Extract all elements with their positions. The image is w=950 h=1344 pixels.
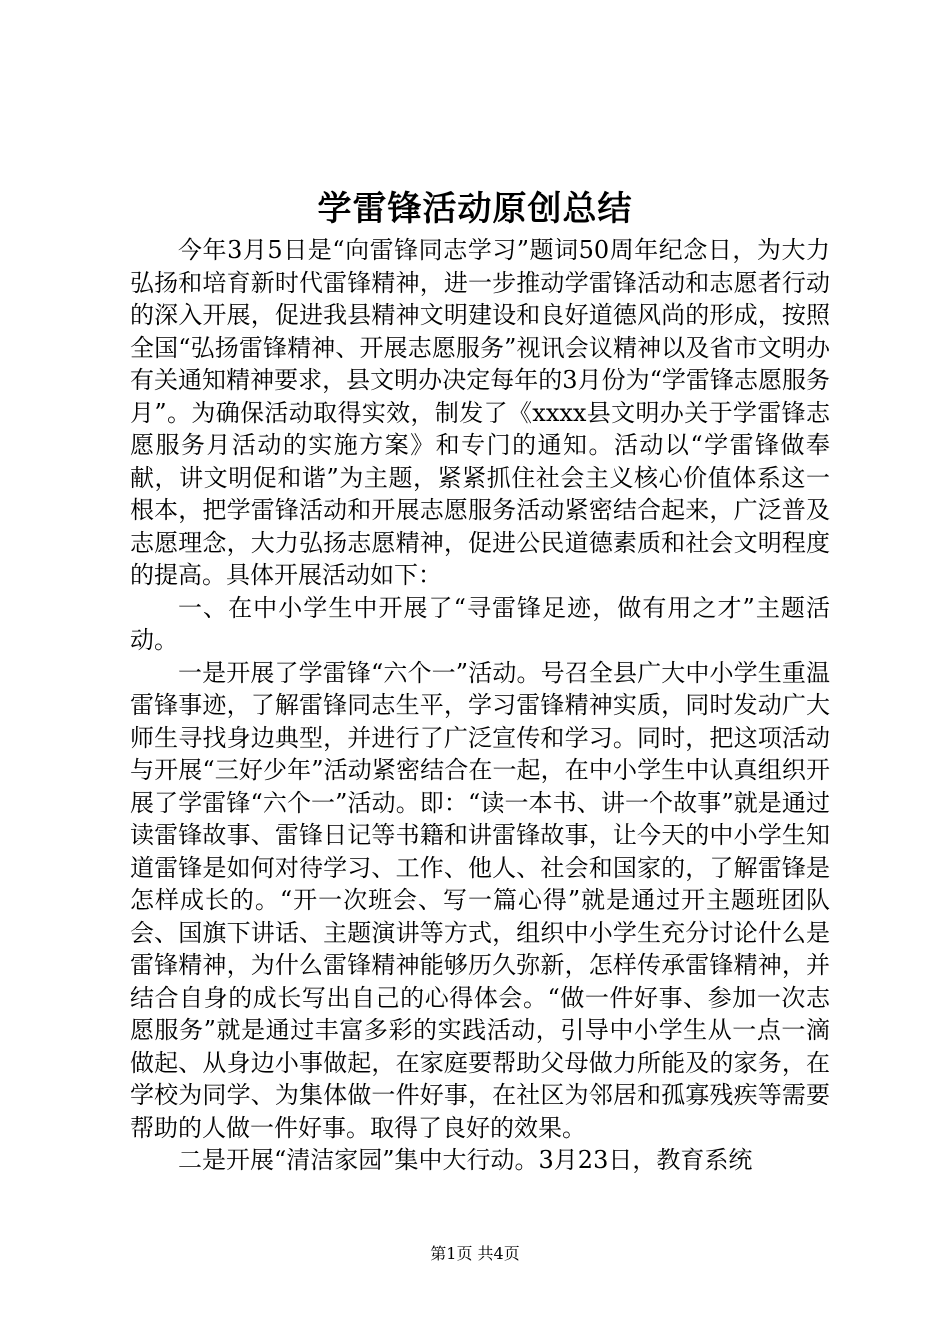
- document-body: [130, 234, 830, 1177]
- page-number-footer: 第1页 共4页: [430, 1244, 520, 1263]
- paragraph: 今年3月5日是“向雷锋同志学习”题词50周年纪念日，为大力弘扬和培育新时代雷锋精神，进一步推动学雷锋活动和志愿者行动的深入开展，促进我县精神文明建设和良好道德风尚的形成，按照全国“弘扬雷锋精神、开展志愿服务”视讯会议精神以及省市文明办有关通知精神要求，县文明办决定每年的3月份为“学雷锋志愿服务月”。为确保活动取得实效，制发了《xxxx县文明办关于学雷锋志愿服务月活动的实施方案》和专门的通知。活动以“学雷锋做奉献，讲文明促和谐”为主题，紧紧抓住社会主义核心价值体系这一根本，把学雷锋活动和开展志愿服务活动紧密结合起来，广泛普及志愿理念，大力弘扬志愿精神，促进公民道德素质和社会文明程度的提高。具体开展活动如下：: [130, 236, 830, 589]
- document-title: 学雷锋活动原创总结: [317, 189, 633, 229]
- paragraph: 一、在中小学生中开展了“寻雷锋足迹，做有用之才”主题活动。: [130, 593, 830, 654]
- paragraph: 二是开展“清洁家园”集中大行动。3月23日，教育系统: [178, 1146, 753, 1174]
- paragraph: 一是开展了学雷锋“六个一”活动。号召全县广大中小学生重温雷锋事迹，了解雷锋同志生平，学习雷锋精神实质，同时发动广大师生寻找身边典型，并进行了广泛宣传和学习。同时，把这项活动与开展“三好少年”活动紧密结合在一起，在中小学生中认真组织开展了学雷锋“六个一”活动。即：“读一本书、讲一个故事”就是通过读雷锋故事、雷锋日记等书籍和讲雷锋故事，让今天的中小学生知道雷锋是如何对待学习、工作、他人、社会和国家的，了解雷锋是怎样成长的。“开一次班会、写一篇心得”就是通过开主题班团队会、国旗下讲话、主题演讲等方式，组织中小学生充分讨论什么是雷锋精神，为什么雷锋精神能够历久弥新，怎样传承雷锋精神，并结合自身的成长写出自己的心得体会。“做一件好事、参加一次志愿服务”就是通过丰富多彩的实践活动，引导中小学生从一点一滴做起、从身边小事做起，在家庭要帮助父母做力所能及的家务，在学校为同学、为集体做一件好事，在社区为邻居和孤寡残疾等需要帮助的人做一件好事。取得了良好的效果。: [130, 658, 830, 1142]
